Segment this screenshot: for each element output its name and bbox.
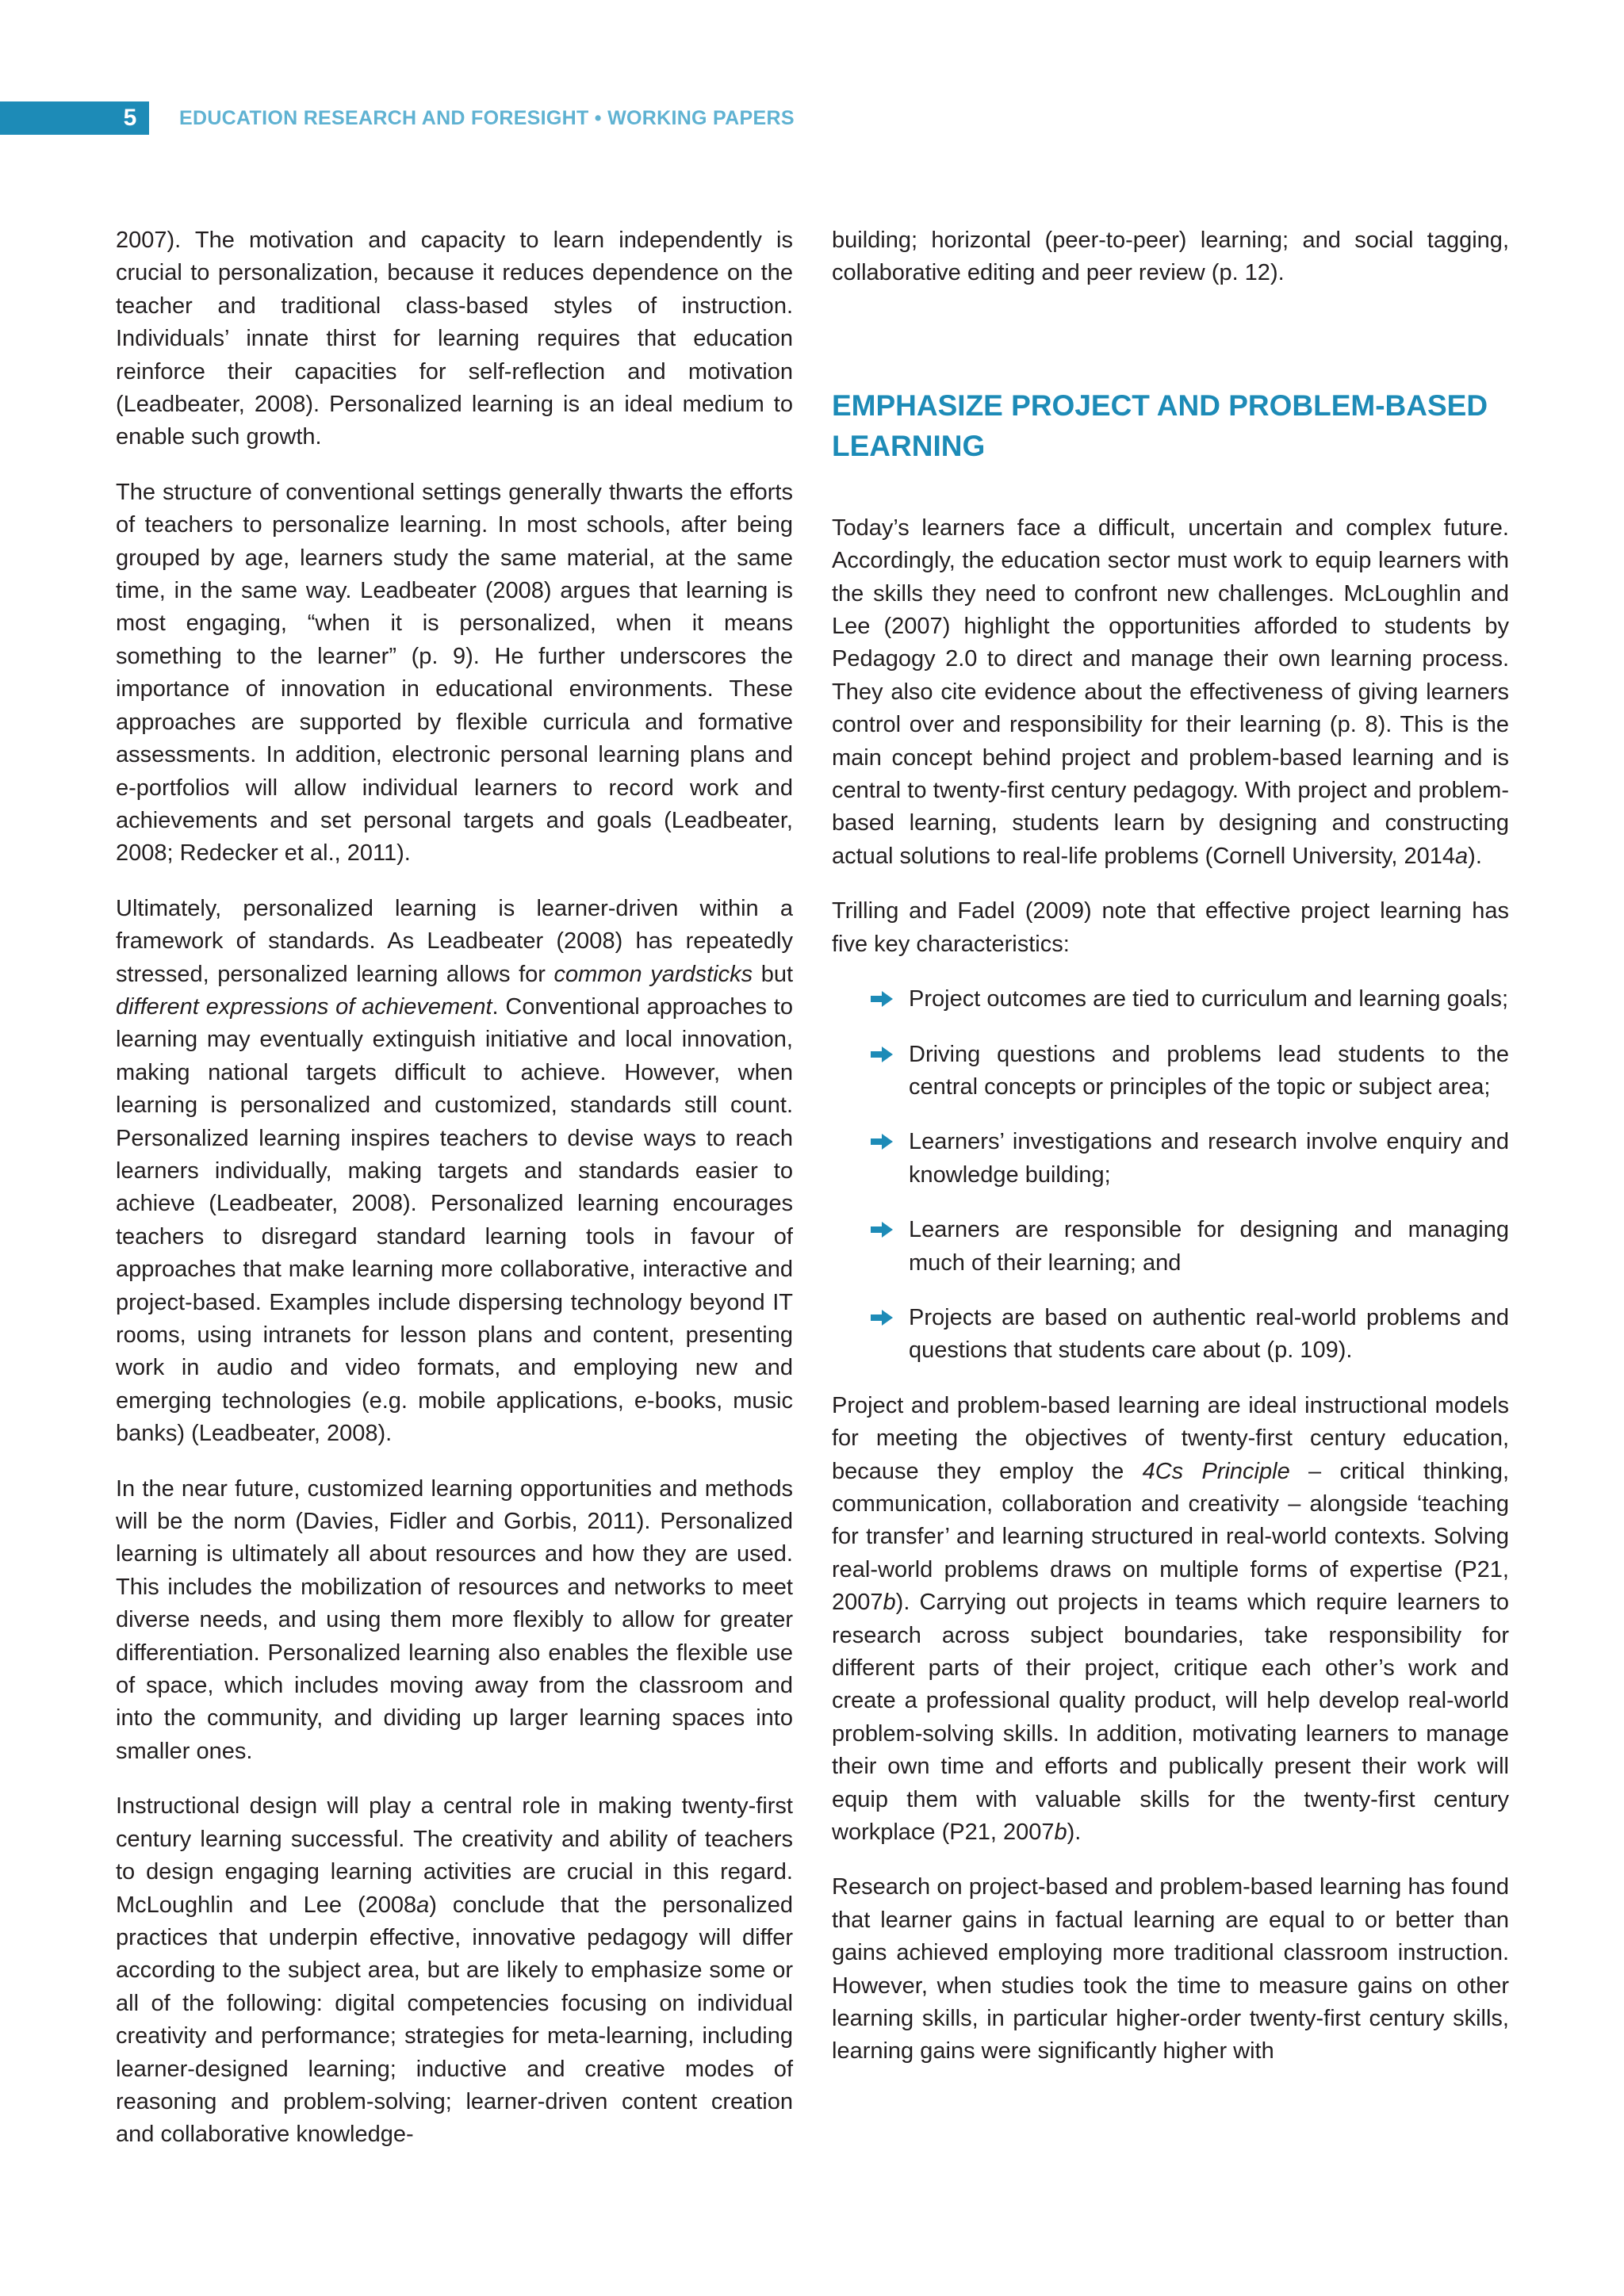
arrow-bullet-icon <box>869 1309 894 1326</box>
running-header: EDUCATION RESEARCH AND FORESIGHT • WORKING PAPERS <box>179 107 795 129</box>
body-paragraph: Research on project-based and problem-based learning has found that learner gains in factual learning are equal to or better than gains achieved employing more traditional classroom instruction. However, when studies took the time to measure gains on other learning skills, in particular higher-order twenty-first century skills, learning gains were significantly higher with <box>832 1874 1509 2064</box>
arrow-bullet-icon <box>869 1133 894 1150</box>
arrow-bullet-icon <box>869 990 894 1008</box>
list-item: Driving questions and problems lead students to the central concepts or principles of the topic or subject area; <box>832 1039 1509 1104</box>
body-paragraph: 2007). The motivation and capacity to learn independently is crucial to personalization, because it reduces dependence on the teacher and traditional class-based styles of instruction. Individuals’ innate thirst for learning requires that education reinforce their capacities for self-reflection and motivation (Leadbeater, 2008). Personalized learning is an ideal medium to enable such growth. <box>116 228 793 450</box>
body-paragraph: Today’s learners face a difficult, uncertain and complex future. Accordingly, the education sector must work to equip learners with the skills they need to confront new challenges. McLoughlin and Lee (2007) highlight the opportunities afforded to students by Pedagogy 2.0 to direct and manage their own learning process. They also cite evidence about the effectiveness of giving learners control over and responsibility for their learning (p. 8). This is the main concept behind project and problem-based learning and is central to twenty-first century pedagogy. With project and problem-based learning, students learn by designing and constructing actual solutions to real-life problems (Cornell University, 2014a). <box>832 515 1509 869</box>
body-paragraph: Project and problem-based learning are ideal instructional models for meeting the objectives of twenty-first century education, because they employ the 4Cs Principle – critical thinking, communication, collaboration and creativity – alongside ‘teaching for transfer’ and learning structured in real-world contexts. Solving real-world problems draws on multiple forms of expertise (P21, 2007b). Carrying out projects in teams which require learners to research across subject boundaries, take responsibility for different parts of their project, critique each other’s work and create a professional quality product, will help develop real-world problem-solving skills. In addition, motivating learners to manage their own time and efforts and publically present their work will equip them with valuable skills for the twenty-first century workplace (P21, 2007b). <box>832 1392 1510 1846</box>
body-paragraph: building; horizontal (peer-to-peer) learning; and social tagging, collaborative editing and peer review (p. 12). <box>832 228 1509 286</box>
body-paragraph: The structure of conventional settings generally thwarts the efforts of teachers to personalize learning. In most schools, after being grouped by age, learners study the same material, at the same time, in the same way. Leadbeater (2008) argues that learning is most engaging, “when it is personalized, when it means something to the learner” (p. 9). He further underscores the importance of innovation in educational environments. These approaches are supported by flexible curricula and formative assessments. In addition, electronic personal learning plans and e-portfolios will allow individual learners to record work and achievements and set personal targets and goals (Leadbeater, 2008; Redecker et al., 2011). <box>116 479 793 867</box>
list-item: Learners’ investigations and research involve enquiry and knowledge building; <box>832 1126 1509 1192</box>
body-paragraph: Ultimately, personalized learning is learner-driven within a framework of standards. As Leadbeater (2008) has repeatedly stressed, personalized learning allows for common yardsticks but different expressions of achievement. Conventional approaches to learning may eventually extinguish initiative and local innovation, making national targets difficult to achieve. However, when learning is personalized and customized, standards still count. Personalized learning inspires teachers to devise ways to reach learners individually, making targets and standards easier to achieve (Leadbeater, 2008). Personalized learning encourages teachers to disregard standard learning tools in favour of approaches that make learning more collaborative, interactive and project-based. Examples include dispersing technology beyond IT rooms, using intranets for lesson plans and content, presenting work in audio and video formats, and employing new and emerging technologies (e.g. mobile applications, e-books, music banks) (Leadbeater, 2008). <box>116 895 794 1447</box>
right-column <box>832 224 1509 2091</box>
left-column <box>116 224 793 2174</box>
list-item: Learners are responsible for designing and managing much of their learning; and <box>832 1214 1509 1280</box>
arrow-bullet-icon <box>869 1046 894 1063</box>
body-paragraph: Instructional design will play a central role in making twenty-first century learning successful. The creativity and ability of teachers to design engaging learning activities are crucial in this regard. McLoughlin and Lee (2008a) conclude that the personalized practices that underpin effective, innovative pedagogy will differ according to the subject area, but are likely to emphasize some or all of the following: digital competencies focusing on individual creativity and performance; strategies for meta-learning, including learner-designed learning; inductive and creative modes of reasoning and problem-solving; learner-driven content creation and collaborative knowledge- <box>116 1793 793 2148</box>
page-number: 5 <box>123 105 137 131</box>
arrow-bullet-icon <box>869 1221 894 1238</box>
body-paragraph: Trilling and Fadel (2009) note that effective project learning has five key characteristics: <box>832 898 1509 957</box>
characteristics-list <box>832 983 1509 1368</box>
section-heading: EMPHASIZE PROJECT AND PROBLEM-BASED LEARNING <box>832 388 1488 462</box>
list-item: Project outcomes are tied to curriculum and learning goals; <box>832 983 1509 1016</box>
list-item: Projects are based on authentic real-world problems and questions that students care about (p. 109). <box>832 1302 1509 1368</box>
body-paragraph: In the near future, customized learning opportunities and methods will be the norm (Davies, Fidler and Gorbis, 2011). Personalized learning is ultimately all about resources and how they are used. This includes the mobilization of resources and networks to meet diverse needs, and using them more flexibly to allow for greater differentiation. Personalized learning also enables the flexible use of space, which includes moving away from the classroom and into the community, and dividing up larger learning spaces into smaller ones. <box>116 1475 793 1764</box>
